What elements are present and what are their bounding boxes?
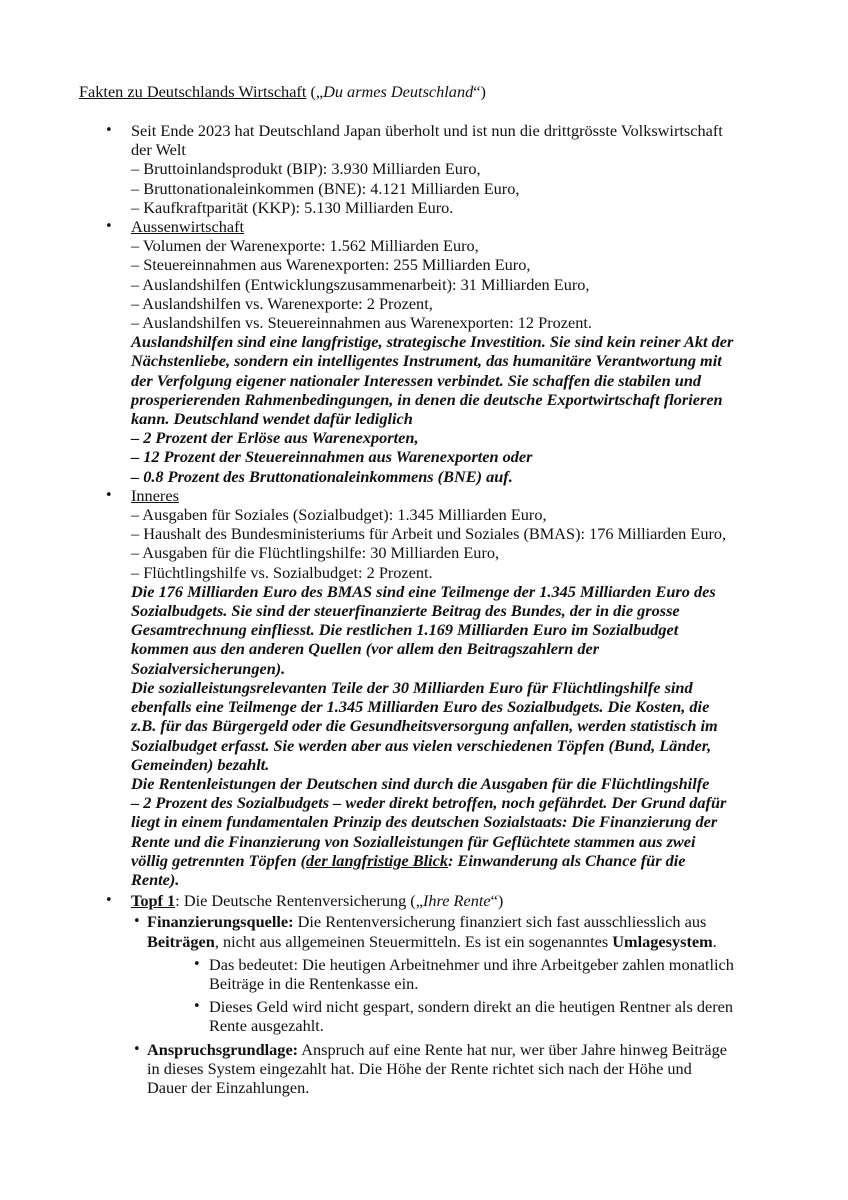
main-bullet-list [105, 121, 781, 1097]
label-bold: Finanzierungsquelle: [147, 912, 294, 932]
emphasis-line: – 2 Prozent des Sozialbudgets – weder direkt betroffen, noch gefährdet. Der Grund dafür [131, 793, 727, 813]
label-bold: Anspruchsgrundlage: [147, 1039, 299, 1059]
text-line: der Welt [131, 140, 186, 160]
emphasis-line: Sozialversicherungen). [131, 658, 286, 678]
section-heading-line [131, 891, 781, 910]
text-line: Beiträge in die Rentenkasse ein. [209, 973, 419, 993]
text-line: – Bruttoinlandsprodukt (BIP): 3.930 Milliarden Euro, [131, 159, 481, 179]
list-item-aussenwirtschaft [105, 217, 781, 486]
heading-close: “) [490, 891, 504, 911]
list-item-inneres [105, 485, 781, 889]
emphasis-line [131, 851, 781, 870]
emphasis-line: kommen aus den anderen Quellen (vor allem den Beitragszahlern der [131, 639, 600, 659]
emphasis-line: Die sozialleistungsrelevanten Teile der 30 Milliarden Euro für Flüchtlingshilfe sind [131, 677, 693, 697]
section-heading: Topf 1 [131, 891, 176, 911]
label-bold: Umlagesystem [612, 931, 713, 951]
subsublist-item [193, 997, 781, 1036]
text-line: – Auslandshilfen (Entwicklungszusammenarbeit): 31 Milliarden Euro, [131, 274, 590, 294]
emphasis-line: Rente und die Finanzierung von Sozialleistungen für Geflüchtete stammen aus zwei [131, 831, 696, 851]
list-item-topf-1 [105, 891, 781, 1097]
sublist-item-finanzierungsquelle [133, 912, 781, 1036]
emphasis-line: Die Rentenleistungen der Deutschen sind durch die Ausgaben für die Flüchtlingshilfe [131, 773, 710, 793]
text-line: Seit Ende 2023 hat Deutschland Japan überholt und ist nun die drittgrösste Volkswirtschaft [131, 121, 723, 140]
text-span: , nicht aus allgemeinen Steuermitteln. Es ist ein sogenanntes [214, 931, 613, 951]
emphasis-line: Auslandshilfen sind eine langfristige, strategische Investition. Sie sind kein reiner Akt der [131, 332, 734, 352]
section-heading: Inneres [131, 485, 179, 505]
text-line: Dieses Geld wird nicht gespart, sondern direkt an die heutigen Rentner als deren [209, 997, 734, 1017]
emphasis-line: – 12 Prozent der Steuereinnahmen aus Warenexporten oder [131, 447, 533, 467]
bullet-icon: • [105, 219, 113, 235]
text-span: . [712, 931, 717, 951]
text-line: – Auslandshilfen vs. Warenexporte: 2 Prozent, [131, 293, 433, 313]
emphasis-line: kann. Deutschland wendet dafür lediglich [131, 409, 413, 429]
text-line [147, 912, 781, 931]
emphasis-line: ebenfalls eine Teilmenge der 1.345 Milliarden Euro des Sozialbudgets. Die Kosten, die [131, 697, 710, 717]
subsublist-item [193, 954, 781, 993]
emphasis-line: Nächstenliebe, sondern ein intelligentes Instrument, das humanitäre Verantwortung mit [131, 351, 722, 371]
text-span: Die Rentenversicherung finanziert sich fast ausschliesslich aus [293, 912, 707, 932]
text-line: – Auslandshilfen vs. Steuereinnahmen aus Warenexporten: 12 Prozent. [131, 313, 592, 333]
text-line: – Steuereinnahmen aus Warenexporten: 255 Milliarden Euro, [131, 255, 531, 275]
emphasis-line: – 0.8 Prozent des Bruttonationaleinkommens (BNE) auf. [131, 466, 513, 486]
label-bold: Beiträgen [147, 931, 215, 951]
emphasis-line: Die 176 Milliarden Euro des BMAS sind eine Teilmenge der 1.345 Milliarden Euro des [131, 581, 716, 601]
text-line: Das bedeutet: Die heutigen Arbeitnehmer und ihre Arbeitgeber zahlen monatlich [209, 954, 734, 974]
emphasis-text: völlig getrennten Töpfen ( [131, 850, 307, 870]
langfristige-blick-link[interactable]: der langfristige Blick [306, 850, 449, 870]
text-span: Anspruch auf eine Rente hat nur, wer über Jahre hinweg Beiträge [298, 1039, 727, 1059]
title-main: Fakten zu Deutschlands Wirtschaft [79, 82, 307, 101]
title-paren-close: “) [473, 82, 486, 101]
sublist-item-anspruchsgrundlage [133, 1039, 781, 1098]
bullet-icon: • [193, 956, 201, 972]
emphasis-line: Rente). [131, 869, 180, 889]
emphasis-line: liegt in einem fundamentalen Prinzip des deutschen Sozialstaats: Die Finanzierung der [131, 812, 718, 832]
text-line: – Bruttonationaleinkommen (BNE): 4.121 Milliarden Euro, [131, 178, 520, 198]
bullet-icon: • [133, 914, 141, 930]
text-line: – Ausgaben für Soziales (Sozialbudget): 1.345 Milliarden Euro, [131, 505, 547, 525]
bullet-icon: • [105, 123, 113, 138]
emphasis-line: Gemeinden) bezahlt. [131, 754, 270, 774]
text-line: – Ausgaben für die Flüchtlingshilfe: 30 Milliarden Euro, [131, 543, 500, 563]
emphasis-line: z.B. für das Bürgergeld oder die Gesundheitsversorgung anfallen, werden statistisch im [131, 716, 718, 736]
bullet-icon: • [105, 487, 113, 503]
emphasis-line: Gesamtrechnung einfliesst. Die restlichen 1.169 Milliarden Euro im Sozialbudget [131, 620, 679, 640]
heading-colon: : [175, 891, 184, 911]
emphasis-line: – 2 Prozent der Erlöse aus Warenexporten, [131, 428, 419, 448]
emphasis-line: Sozialbudgets. Sie sind der steuerfinanzierte Beitrag des Bundes, der in die grosse [131, 601, 680, 621]
title-paren-open: („ [306, 82, 324, 101]
heading-italic: Ihre Rente [422, 891, 491, 911]
title-italic: Du armes Deutschland [323, 82, 474, 101]
emphasis-line: prosperierenden Rahmenbedingungen, in denen die deutsche Exportwirtschaft florieren [131, 389, 723, 409]
text-line: Rente ausgezahlt. [209, 1016, 324, 1036]
emphasis-text: : Einwanderung als Chance für die [448, 850, 686, 870]
text-line: in dieses System eingezahlt hat. Die Höhe der Rente richtet sich nach der Höhe und [147, 1058, 692, 1078]
document-title [79, 82, 486, 101]
bullet-icon: • [133, 1041, 141, 1057]
emphasis-line: Sozialbudget erfasst. Sie werden aber aus vielen verschiedenen Töpfen (Bund, Länder, [131, 735, 712, 755]
text-line: – Volumen der Warenexporte: 1.562 Milliarden Euro, [131, 236, 479, 256]
text-line [147, 1040, 781, 1059]
list-item-economy [105, 121, 781, 217]
text-line: Dauer der Einzahlungen. [147, 1077, 310, 1097]
emphasis-line: der Verfolgung eigener nationaler Interessen verbindet. Sie schaffen die stabilen und [131, 370, 702, 390]
heading-text: Die Deutsche Rentenversicherung („ [183, 891, 423, 911]
text-line: – Flüchtlingshilfe vs. Sozialbudget: 2 Prozent. [131, 562, 433, 582]
section-heading: Aussenwirtschaft [131, 217, 245, 237]
text-line: – Kaufkraftparität (KKP): 5.130 Milliarden Euro. [131, 197, 454, 217]
text-line [147, 932, 781, 951]
bullet-icon: • [193, 999, 201, 1015]
bullet-icon: • [105, 893, 113, 909]
text-line: – Haushalt des Bundesministeriums für Arbeit und Soziales (BMAS): 176 Milliarden Euro, [131, 524, 727, 544]
